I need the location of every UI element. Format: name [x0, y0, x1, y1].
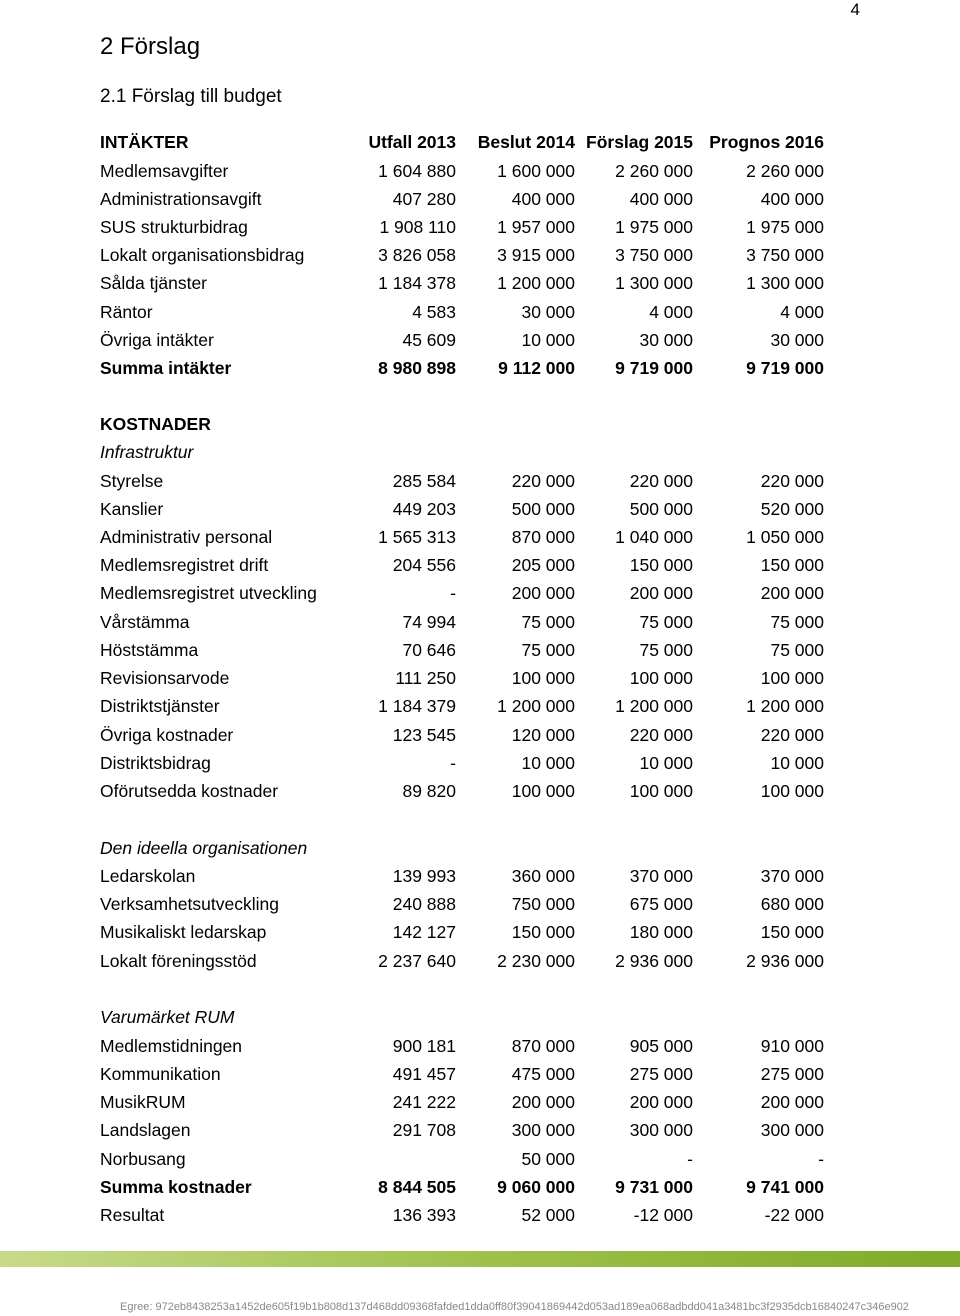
table-row [100, 947, 860, 975]
cell-2015: 2 260 000 [615, 161, 693, 181]
cell-2014: 1 200 000 [497, 273, 575, 293]
table-row [100, 1032, 860, 1060]
cell-2013: 491 457 [392, 1064, 456, 1084]
table-row [100, 185, 860, 213]
cell-2016: 10 000 [770, 753, 824, 773]
cell-2014: 870 000 [511, 527, 575, 547]
table-row [100, 523, 860, 551]
cell-2014: 1 957 000 [497, 217, 575, 237]
cell-2015: 905 000 [629, 1036, 693, 1056]
row-label: Sålda tjänster [100, 273, 208, 293]
cell-2013: 449 203 [392, 499, 456, 519]
footer-band [0, 1251, 960, 1267]
row-label: Medlemsregistret drift [100, 555, 269, 575]
cell-2014: 30 000 [521, 302, 575, 322]
cell-2014: 200 000 [511, 583, 575, 603]
cell-2014: 300 000 [511, 1120, 575, 1140]
header-col-forslag: Förslag 2015 [586, 132, 693, 152]
cell-2015: 220 000 [629, 471, 693, 491]
cell-2016: 1 300 000 [746, 273, 824, 293]
cell-2014: 52 000 [521, 1205, 575, 1225]
row-label: Administrativ personal [100, 527, 273, 547]
cell-2014: 9 112 000 [498, 358, 575, 378]
cell-2016: 1 050 000 [746, 527, 824, 547]
cell-2014: 500 000 [511, 499, 575, 519]
cell-2015: 1 300 000 [615, 273, 693, 293]
table-row [100, 608, 860, 636]
table-row [100, 664, 860, 692]
cell-2013: 204 556 [392, 555, 456, 575]
cell-2016: 4 000 [780, 302, 824, 322]
cell-2013: 136 393 [392, 1205, 456, 1225]
table-row [100, 241, 860, 269]
table-row [100, 579, 860, 607]
cell-2015: 370 000 [629, 866, 693, 886]
cell-2013: 240 888 [392, 894, 456, 914]
cell-2014: 75 000 [521, 612, 575, 632]
row-label: Kommunikation [100, 1064, 221, 1084]
cell-2015: 180 000 [629, 922, 693, 942]
cell-2015: 1 040 000 [615, 527, 693, 547]
row-label: Räntor [100, 302, 153, 322]
cell-2015: 9 731 000 [615, 1177, 693, 1197]
cell-2013: 1 604 880 [378, 161, 456, 181]
cell-2013: 3 826 058 [378, 245, 456, 265]
cell-2015: 9 719 000 [615, 358, 693, 378]
cell-2015: 150 000 [629, 555, 693, 575]
cell-2013: 241 222 [392, 1092, 456, 1112]
cell-2013: 1 565 313 [378, 527, 456, 547]
cell-2014: 3 915 000 [497, 245, 575, 265]
row-label: Landslagen [100, 1120, 191, 1140]
cell-2015: 275 000 [629, 1064, 693, 1084]
cell-2016: 220 000 [760, 471, 824, 491]
varumarket-heading [100, 1003, 860, 1031]
cell-2014: 10 000 [521, 330, 575, 350]
table-row [100, 551, 860, 579]
group-label: Infrastruktur [100, 442, 194, 462]
row-label: Norbusang [100, 1149, 186, 1169]
cell-2013: 111 250 [395, 668, 456, 688]
cell-2013: 142 127 [392, 922, 456, 942]
row-label: Verksamhetsutveckling [100, 894, 279, 914]
cell-2015: 200 000 [629, 583, 693, 603]
table-row [100, 157, 860, 185]
table-row [100, 1145, 860, 1173]
row-label: Revisionsarvode [100, 668, 230, 688]
section-heading: 2 Förslag [100, 33, 201, 60]
cell-2015: 100 000 [629, 781, 693, 801]
table-row [100, 495, 860, 523]
cell-2016: 2 936 000 [746, 951, 824, 971]
table-row [100, 918, 860, 946]
cell-2015: 75 000 [639, 612, 693, 632]
cell-2016: 400 000 [760, 189, 824, 209]
table-header [100, 128, 860, 156]
row-label: Höststämma [100, 640, 199, 660]
row-label: Distriktsbidrag [100, 753, 211, 773]
cell-2016: 680 000 [760, 894, 824, 914]
cell-2014: 870 000 [511, 1036, 575, 1056]
table-row [100, 213, 860, 241]
page-number: 4 [850, 0, 860, 19]
cell-2013: - [450, 583, 456, 603]
cell-2016: 200 000 [760, 583, 824, 603]
cell-2015: 75 000 [639, 640, 693, 660]
ideella-heading [100, 834, 860, 862]
table-row [100, 467, 860, 495]
cell-2016: 200 000 [760, 1092, 824, 1112]
table-row [100, 1116, 860, 1144]
cell-2013: 1 184 378 [378, 273, 456, 293]
table-row [100, 890, 860, 918]
cell-2016: 75 000 [770, 612, 824, 632]
table-row [100, 721, 860, 749]
cell-2015: 3 750 000 [615, 245, 693, 265]
cell-2014: 10 000 [521, 753, 575, 773]
row-label: Övriga intäkter [100, 330, 214, 350]
cell-2015: -12 000 [633, 1205, 693, 1225]
cell-2013: 2 237 640 [378, 951, 456, 971]
cell-2013: 1 908 110 [379, 217, 456, 237]
row-label: Styrelse [100, 471, 164, 491]
table-row [100, 1060, 860, 1088]
kostnader-heading [100, 410, 860, 438]
cell-2014: 220 000 [511, 471, 575, 491]
cell-2015: 400 000 [629, 189, 693, 209]
header-col-utfall: Utfall 2013 [368, 132, 456, 152]
cell-2015: 30 000 [639, 330, 693, 350]
cell-2014: 9 060 000 [497, 1177, 575, 1197]
row-label: Resultat [100, 1205, 165, 1225]
table-row [100, 777, 860, 805]
header-col-prognos: Prognos 2016 [709, 132, 824, 152]
cell-2013: 1 184 379 [378, 696, 456, 716]
cell-2013: 123 545 [392, 725, 456, 745]
cell-2014: 150 000 [511, 922, 575, 942]
cell-2013: 89 820 [402, 781, 456, 801]
cell-2016: 2 260 000 [746, 161, 824, 181]
row-label: Medlemsregistret utveckling [100, 583, 317, 603]
document-signature-id: Egree: 972eb8438253a1452de605f19b1b808d137d468dd09368fafded1dda0ff80f39041869442d053ad189ea068adbdd041a3481bc3f2935dcb16840247c346e902 [120, 1301, 909, 1313]
table-row [100, 269, 860, 297]
table-row [100, 1088, 860, 1116]
row-label: Ledarskolan [100, 866, 196, 886]
cell-2013: 45 609 [402, 330, 456, 350]
cell-2014: 75 000 [521, 640, 575, 660]
cell-2014: 100 000 [511, 668, 575, 688]
cell-2015: 200 000 [629, 1092, 693, 1112]
cell-2013: 900 181 [392, 1036, 456, 1056]
cell-2016: 150 000 [760, 555, 824, 575]
cell-2016: 150 000 [760, 922, 824, 942]
row-label: Medlemsavgifter [100, 161, 229, 181]
resultat-row [100, 1201, 860, 1229]
summa-kostnader-row [100, 1173, 860, 1201]
cell-2013: - [450, 753, 456, 773]
cell-2014: 750 000 [511, 894, 575, 914]
cell-2016: 75 000 [770, 640, 824, 660]
row-label: Musikaliskt ledarskap [100, 922, 267, 942]
row-label: MusikRUM [100, 1092, 186, 1112]
cell-2013: 74 994 [402, 612, 456, 632]
cell-2016: 1 975 000 [746, 217, 824, 237]
table-row [100, 862, 860, 890]
summa-intakter-row [100, 354, 860, 382]
cell-2016: 100 000 [760, 668, 824, 688]
row-label: Vårstämma [100, 612, 190, 632]
row-label: Medlemstidningen [100, 1036, 243, 1056]
cell-2014: 1 200 000 [497, 696, 575, 716]
cell-2016: -22 000 [764, 1205, 824, 1225]
cell-2016: 370 000 [760, 866, 824, 886]
cell-2014: 205 000 [511, 555, 575, 575]
header-label: INTÄKTER [100, 132, 189, 152]
cell-2015: 10 000 [639, 753, 693, 773]
cell-2013: 139 993 [392, 866, 456, 886]
cell-2014: 2 230 000 [497, 951, 575, 971]
row-label: Lokalt föreningsstöd [100, 951, 257, 971]
row-label: Oförutsedda kostnader [100, 781, 279, 801]
cell-2014: 1 600 000 [497, 161, 575, 181]
cell-2016: 30 000 [770, 330, 824, 350]
table-row [100, 298, 860, 326]
cell-2016: 220 000 [760, 725, 824, 745]
cell-2015: 1 975 000 [615, 217, 693, 237]
row-label: Distriktstjänster [100, 696, 220, 716]
cell-2015: 2 936 000 [615, 951, 693, 971]
group-label: Varumärket RUM [100, 1007, 235, 1027]
header-col-beslut: Beslut 2014 [477, 132, 575, 152]
row-label: SUS strukturbidrag [100, 217, 248, 237]
cell-2015: 500 000 [629, 499, 693, 519]
cell-2015: 220 000 [629, 725, 693, 745]
cell-2014: 120 000 [511, 725, 575, 745]
subsection-heading: 2.1 Förslag till budget [100, 86, 282, 107]
cell-2014: 475 000 [511, 1064, 575, 1084]
cell-2016: 1 200 000 [746, 696, 824, 716]
cell-2015: 675 000 [629, 894, 693, 914]
table-row [100, 749, 860, 777]
cell-2014: 360 000 [511, 866, 575, 886]
cell-2014: 50 000 [521, 1149, 575, 1169]
row-label: Lokalt organisationsbidrag [100, 245, 305, 265]
cell-2014: 100 000 [511, 781, 575, 801]
cell-2013: 285 584 [392, 471, 456, 491]
cell-2015: 1 200 000 [615, 696, 693, 716]
row-label: Övriga kostnader [100, 725, 234, 745]
section-label: KOSTNADER [100, 414, 211, 434]
cell-2013: 291 708 [392, 1120, 456, 1140]
cell-2016: 3 750 000 [746, 245, 824, 265]
cell-2014: 400 000 [511, 189, 575, 209]
cell-2016: 9 741 000 [746, 1177, 824, 1197]
infrastruktur-heading [100, 438, 860, 466]
cell-2016: 100 000 [760, 781, 824, 801]
row-label: Summa intäkter [100, 358, 232, 378]
row-label: Administrationsavgift [100, 189, 262, 209]
cell-2016: 520 000 [760, 499, 824, 519]
cell-2013: 8 844 505 [378, 1177, 456, 1197]
cell-2015: 300 000 [629, 1120, 693, 1140]
cell-2013: 8 980 898 [378, 358, 456, 378]
cell-2016: - [818, 1149, 824, 1169]
cell-2016: 9 719 000 [746, 358, 824, 378]
cell-2014: 200 000 [511, 1092, 575, 1112]
row-label: Summa kostnader [100, 1177, 252, 1197]
cell-2015: 4 000 [649, 302, 693, 322]
cell-2015: - [687, 1149, 693, 1169]
group-label: Den ideella organisationen [100, 838, 308, 858]
cell-2016: 300 000 [760, 1120, 824, 1140]
cell-2013: 4 583 [412, 302, 456, 322]
cell-2013: 407 280 [392, 189, 456, 209]
cell-2016: 910 000 [760, 1036, 824, 1056]
table-row [100, 636, 860, 664]
table-row [100, 692, 860, 720]
cell-2013: 70 646 [402, 640, 456, 660]
table-row [100, 326, 860, 354]
cell-2015: 100 000 [629, 668, 693, 688]
row-label: Kanslier [100, 499, 164, 519]
cell-2016: 275 000 [760, 1064, 824, 1084]
